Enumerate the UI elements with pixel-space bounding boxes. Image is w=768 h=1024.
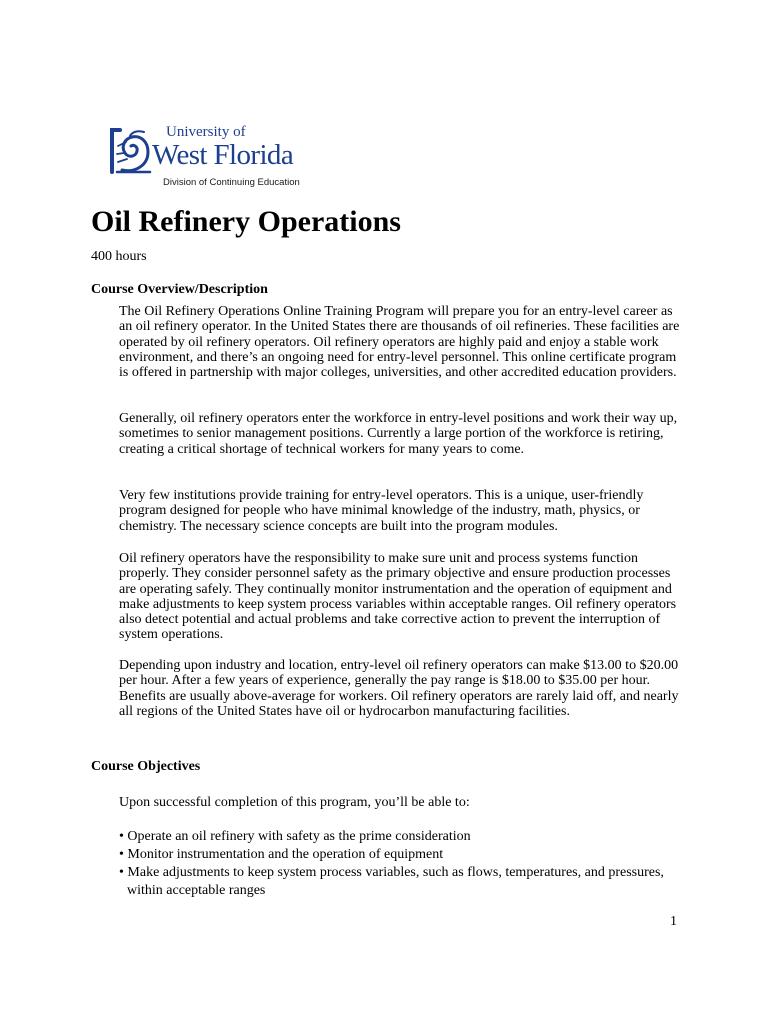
logo-university-of-text: University of [166, 124, 246, 140]
objective-item: • Make adjustments to keep system process variables, such as flows, temperatures, and pressures, within acceptable ranges [119, 865, 664, 898]
logo-west-florida-text: West Florida [152, 139, 294, 171]
nautilus-shell-logo-icon [108, 126, 154, 174]
course-hours: 400 hours [91, 249, 147, 264]
university-logo [108, 122, 323, 192]
objectives-intro: Upon successful completion of this program, you’ll be able to: [119, 795, 470, 810]
objective-item: • Monitor instrumentation and the operation of equipment [119, 847, 444, 862]
overview-paragraph: Depending upon industry and location, entry-level oil refinery operators can make $13.00 to $20.00 per hour. After a few years of experience, generally the pay range is $18.00 to $35.00 per hour. Benefits are usually above-average for workers. Oil refinery operators are rarely laid off, and nearly all regions of the United States have oil or hydrocarbon manufacturing facilities. [119, 658, 679, 719]
objectives-heading: Course Objectives [91, 759, 201, 774]
overview-paragraph: Generally, oil refinery operators enter the workforce in entry-level positions and work their way up, sometimes to senior management positions. Currently a large portion of the workforce is retiring, creating a critical shortage of technical workers for many years to come. [119, 411, 678, 457]
overview-paragraph: Oil refinery operators have the responsibility to make sure unit and process systems function properly. They consider personnel safety as the primary objective and ensure production processes are operating safely. They continually monitor instrumentation and the operation of equipment and make adjustments to keep system process variables within acceptable ranges. Oil refinery operators also detect potential and actual problems and take corrective action to prevent the interruption of system operations. [119, 551, 677, 643]
objective-item: • Operate an oil refinery with safety as the prime consideration [119, 829, 471, 844]
page-number: 1 [670, 914, 677, 929]
logo-division-text: Division of Continuing Education [163, 177, 300, 188]
overview-paragraph: Very few institutions provide training for entry-level operators. This is a unique, user-friendly program designed for people who have minimal knowledge of the industry, math, physics, or chemistry. The necessary science concepts are built into the program modules. [119, 488, 644, 534]
overview-paragraph: The Oil Refinery Operations Online Training Program will prepare you for an entry-level career as an oil refinery operator. In the United States there are thousands of oil refineries. These facilities are operated by oil refinery operators. Oil refinery operators are highly paid and enjoy a stable work environment, and there’s an ongoing need for entry-level personnel. This online certificate program is offered in partnership with major colleges, universities, and other accredited education providers. [119, 304, 680, 381]
overview-heading: Course Overview/Description [91, 282, 268, 297]
objectives-list [119, 828, 679, 900]
document-title: Oil Refinery Operations [91, 205, 401, 238]
